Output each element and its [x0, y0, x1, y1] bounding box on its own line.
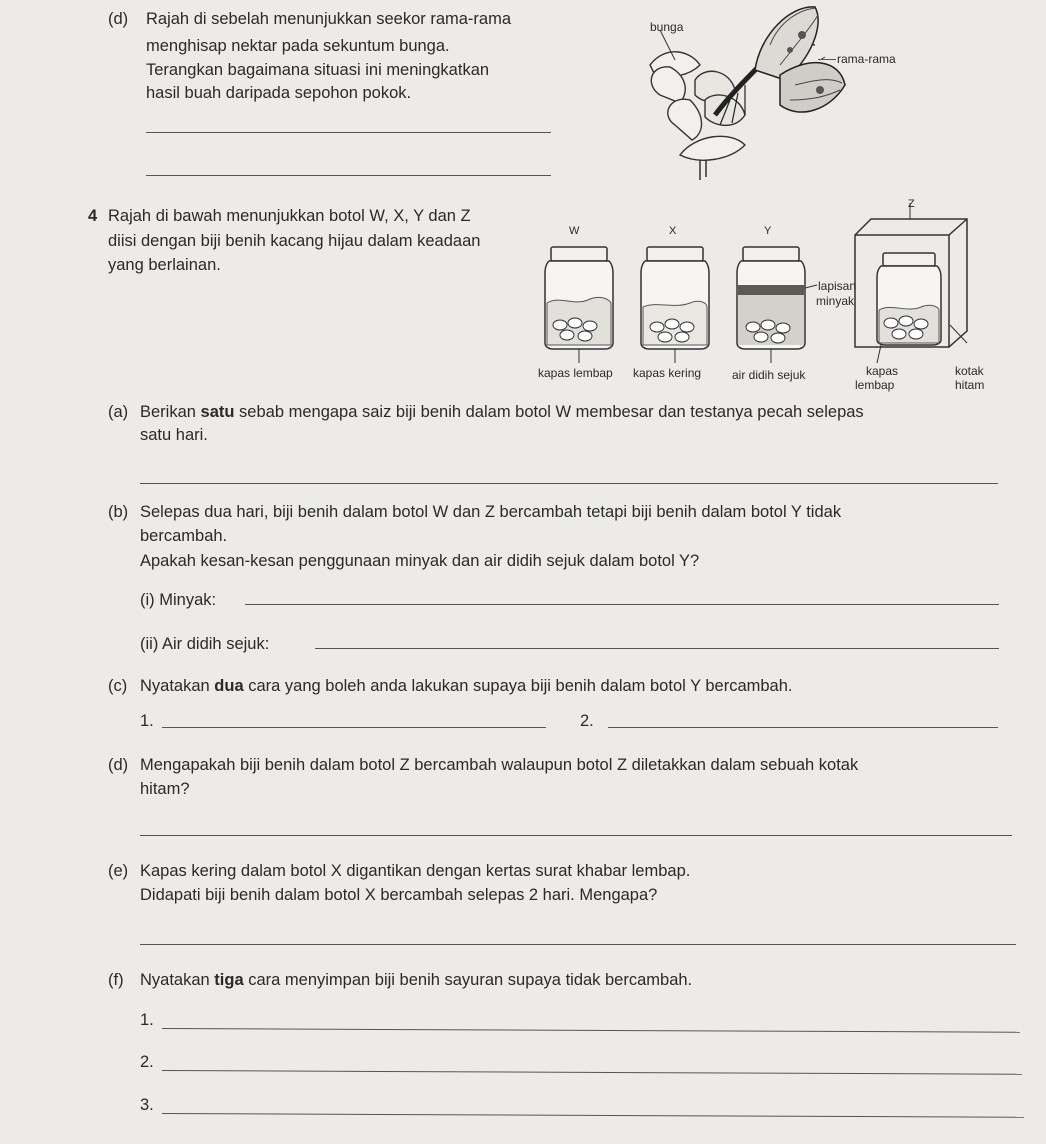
q4b-ii-answer-line[interactable]: [315, 648, 999, 649]
label-hitam: hitam: [955, 378, 985, 392]
label-kapas: kapas: [866, 364, 899, 378]
label-kotak: kotak: [955, 364, 984, 378]
q4f-label: (f): [108, 971, 124, 989]
q4c-label: (c): [108, 677, 128, 695]
q4e-line-2: Didapati biji benih dalam botol X bercambah selepas 2 hari. Mengapa?: [140, 886, 658, 904]
q4d-line-1: Mengapakah biji benih dalam botol Z bercambah walaupun botol Z diletakkan dalam sebuah kotak: [140, 756, 859, 774]
label-air-didih-sejuk: air didih sejuk: [732, 368, 806, 382]
q4d-answer-line[interactable]: [140, 835, 1012, 836]
q4-intro-3: yang berlainan.: [108, 256, 221, 274]
bottle-z-in-box: [855, 203, 967, 363]
label-butterfly: rama-rama: [837, 52, 896, 66]
label-lapisan: lapisan: [818, 279, 857, 293]
q3d-line-2: menghisap nektar pada sekuntum bunga.: [146, 37, 450, 55]
q3d-line-4: hasil buah daripada sepohon pokok.: [146, 84, 412, 102]
bottles-diagram: [535, 195, 985, 395]
butterfly-leader: [818, 59, 836, 60]
q3d-line-3: Terangkan bagaimana situasi ini meningkatkan: [146, 61, 490, 79]
q4f-answer-line-2[interactable]: [162, 1070, 1022, 1075]
q3d-label: (d): [108, 10, 129, 28]
q4b-line-3: Apakah kesan-kesan penggunaan minyak dan air didih sejuk dalam botol Y?: [140, 552, 700, 570]
q4f-line: Nyatakan tiga cara menyimpan biji benih sayuran supaya tidak bercambah.: [140, 971, 693, 989]
q4f-answer-line-1[interactable]: [162, 1028, 1020, 1033]
q4b-ii-label: (ii) Air didih sejuk:: [140, 635, 270, 653]
label-lembap: lembap: [855, 378, 895, 392]
q4b-line-2: bercambah.: [140, 527, 228, 545]
label-bottle-z: Z: [908, 198, 915, 210]
q4d-line-2: hitam?: [140, 780, 190, 798]
q4d-label: (d): [108, 756, 129, 774]
q4a-answer-line[interactable]: [140, 483, 998, 484]
q4e-line-1: Kapas kering dalam botol X digantikan dengan kertas surat khabar lembap.: [140, 862, 691, 880]
q4c-num-2: 2.: [580, 712, 594, 730]
q4f-num-3: 3.: [140, 1096, 154, 1114]
q3d-answer-line-1[interactable]: [146, 132, 551, 133]
label-bottle-x: X: [669, 225, 677, 237]
label-kapas-kering: kapas kering: [633, 366, 702, 380]
q4a-label: (a): [108, 403, 129, 421]
q4e-answer-line[interactable]: [140, 944, 1016, 945]
q4b-i-label: (i) Minyak:: [140, 591, 217, 609]
bottle-y: [737, 247, 817, 363]
q4c-answer-line-2[interactable]: [608, 727, 998, 728]
q4f-num-1: 1.: [140, 1011, 154, 1029]
q4e-label: (e): [108, 862, 129, 880]
q4a-line-2: satu hari.: [140, 426, 208, 444]
q4b-label: (b): [108, 503, 129, 521]
label-kapas-lembap: kapas lembap: [538, 366, 613, 380]
q4-number: 4: [88, 207, 98, 225]
q4a-line-1: Berikan satu sebab mengapa saiz biji benih dalam botol W membesar dan testanya pecah selepas: [140, 403, 864, 421]
q3d-answer-line-2[interactable]: [146, 175, 551, 176]
q3d-line-1: Rajah di sebelah menunjukkan seekor rama-rama: [146, 10, 512, 28]
q4-intro-2: diisi dengan biji benih kacang hijau dalam keadaan: [108, 232, 481, 250]
q4b-i-answer-line[interactable]: [245, 604, 999, 605]
label-bottle-w: W: [569, 225, 580, 237]
q4b-line-1: Selepas dua hari, biji benih dalam botol W dan Z bercambah tetapi biji benih dalam botol Y tidak: [140, 503, 842, 521]
label-bottle-y: Y: [764, 225, 772, 237]
q4-intro-1: Rajah di bawah menunjukkan botol W, X, Y dan Z: [108, 207, 471, 225]
bottle-x: [641, 247, 709, 363]
q4c-num-1: 1.: [140, 712, 154, 730]
q4f-num-2: 2.: [140, 1053, 154, 1071]
label-flower: bunga: [650, 20, 684, 34]
q4f-answer-line-3[interactable]: [162, 1113, 1024, 1118]
q4c-line: Nyatakan dua cara yang boleh anda lakukan supaya biji benih dalam botol Y bercambah.: [140, 677, 793, 695]
bottle-w: [545, 247, 613, 363]
label-minyak: minyak: [816, 294, 855, 308]
q4c-answer-line-1[interactable]: [162, 727, 546, 728]
